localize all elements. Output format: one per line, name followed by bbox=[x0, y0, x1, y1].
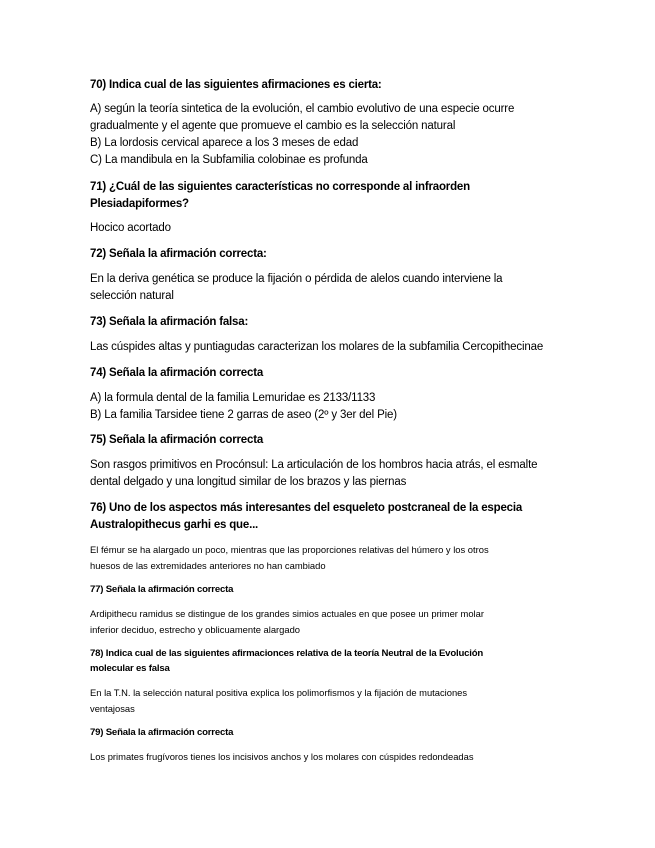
answer-line: A) la formula dental de la familia Lemuridae es 2133/1133 bbox=[90, 392, 376, 404]
answer-72 bbox=[90, 271, 590, 305]
question-heading: 70) Indica cual de las siguientes afirmaciones es cierta: bbox=[90, 79, 382, 91]
answer-line: huesos de las extremidades anteriores no han cambiado bbox=[90, 560, 326, 571]
question-73: 73) Señala la afirmación falsa: bbox=[90, 316, 249, 328]
answer-line: gradualmente y el agente que promueve el cambio es la selección natural bbox=[90, 120, 456, 132]
answer-line: En la deriva genética se produce la fijación o pérdida de alelos cuando interviene la bbox=[90, 273, 503, 285]
answer-line: ventajosas bbox=[90, 703, 135, 714]
answer-79 bbox=[90, 749, 590, 765]
question-heading: Plesiadapiformes? bbox=[90, 198, 189, 210]
answer-line: El fémur se ha alargado un poco, mientras que las proporciones relativas del húmero y los otros bbox=[90, 544, 489, 555]
answer-line: En la T.N. la selección natural positiva explica los polimorfismos y la fijación de mutaciones bbox=[90, 687, 468, 698]
answer-line: inferior deciduo, estrecho y oblicuamente alargado bbox=[90, 624, 301, 635]
question-75: 75) Señala la afirmación correcta bbox=[90, 434, 264, 446]
answer-75 bbox=[90, 457, 590, 491]
question-78 bbox=[90, 646, 590, 676]
answer-70 bbox=[90, 101, 590, 169]
answer-line: dental delgado y una longitud similar de los brazos y las piernas bbox=[90, 476, 407, 488]
question-heading: 78) Indica cual de las siguientes afirmacionces relativa de la teoría Neutral de la Evolución bbox=[90, 648, 484, 659]
answer-74 bbox=[90, 390, 590, 424]
answer-line: B) La lordosis cervical aparece a los 3 meses de edad bbox=[90, 137, 359, 149]
question-79: 79) Señala la afirmación correcta bbox=[90, 727, 234, 738]
question-heading: 71) ¿Cuál de las siguientes características no corresponde al infraorden bbox=[90, 181, 470, 193]
answer-76 bbox=[90, 542, 590, 574]
question-77: 77) Señala la afirmación correcta bbox=[90, 584, 234, 595]
question-71 bbox=[90, 179, 590, 213]
question-70 bbox=[90, 77, 590, 94]
question-76 bbox=[90, 500, 590, 534]
answer-line: C) La mandibula en la Subfamilia colobinae es profunda bbox=[90, 154, 368, 166]
answer-line: Hocico acortado bbox=[90, 222, 171, 234]
answer-line: Son rasgos primitivos en Procónsul: La articulación de los hombros hacia atrás, el esmalte bbox=[90, 459, 538, 471]
answer-73 bbox=[90, 339, 590, 356]
answer-line: Las cúspides altas y puntiagudas caracterizan los molares de la subfamilia Cercopithecinae bbox=[90, 341, 544, 353]
question-heading: Australopithecus garhi es que... bbox=[90, 519, 259, 531]
question-heading: molecular es falsa bbox=[90, 663, 170, 674]
question-72: 72) Señala la afirmación correcta: bbox=[90, 248, 267, 260]
answer-line: A) según la teoría sintetica de la evolución, el cambio evolutivo de una especie ocurre bbox=[90, 103, 515, 115]
answer-78 bbox=[90, 685, 590, 717]
question-heading: 76) Uno de los aspectos más interesantes del esqueleto postcraneal de la especia bbox=[90, 502, 523, 514]
answer-line: Ardipithecu ramidus se distingue de los grandes simios actuales en que posee un primer molar bbox=[90, 608, 484, 619]
question-74: 74) Señala la afirmación correcta bbox=[90, 367, 264, 379]
answer-line: Los primates frugívoros tienes los incisivos anchos y los molares con cúspides redondeadas bbox=[90, 751, 474, 762]
answer-line: B) La familia Tarsidee tiene 2 garras de aseo (2º y 3er del Pie) bbox=[90, 409, 397, 421]
answer-71 bbox=[90, 220, 590, 237]
answer-line: selección natural bbox=[90, 290, 174, 302]
answer-77 bbox=[90, 606, 590, 638]
